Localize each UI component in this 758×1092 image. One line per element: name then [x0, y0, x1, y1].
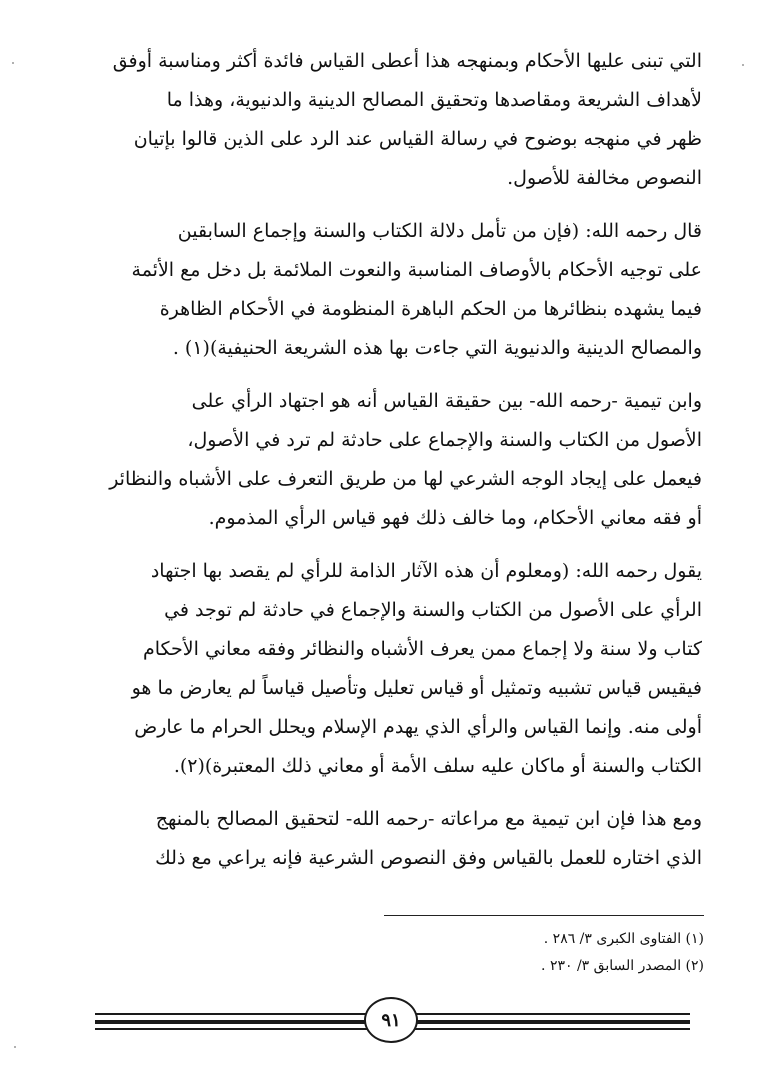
footnote-separator: [384, 915, 704, 916]
footnote: (٢) المصدر السابق ٣/ ٢٣٠ .: [541, 958, 704, 974]
text-line: على توجيه الأحكام بالأوصاف المناسبة والنعوت الملائمة بل دخل مع الأئمة: [131, 259, 702, 281]
scan-speck: [14, 1046, 16, 1048]
text-line: والمصالح الدينية والدنيوية التي جاءت بها هذه الشريعة الحنيفية)(١) .: [172, 337, 702, 359]
body-text: [78, 42, 702, 892]
footnotes: [300, 926, 704, 980]
text-line: الأصول من الكتاب والسنة والإجماع على حادثة لم ترد في الأصول،: [187, 429, 702, 451]
scan-speck: [742, 64, 744, 66]
text-line: قال رحمه الله: (فإن من تأمل دلالة الكتاب والسنة وإجماع السابقين: [177, 220, 702, 242]
text-line: فيما يشهده بنظائرها من الحكم الباهرة المنظومة في الأحكام الظاهرة: [159, 298, 702, 320]
text-line: فيعمل على إيجاد الوجه الشرعي لها من طريق التعرف على الأشباه والنظائر: [109, 468, 702, 490]
text-line: لأهداف الشريعة ومقاصدها وتحقيق المصالح الدينية والدنيوية، وهذا ما: [166, 89, 702, 111]
text-line: التي تبنى عليها الأحكام وبمنهجه هذا أعطى القياس فائدة أكثر ومناسبة أوفق: [112, 50, 702, 72]
text-line: أو فقه معاني الأحكام، وما خالف ذلك فهو قياس الرأي المذموم.: [208, 507, 702, 529]
paragraph: [78, 800, 702, 878]
text-line: ومع هذا فإن ابن تيمية مع مراعاته -رحمه الله- لتحقيق المصالح بالمنهج: [155, 808, 702, 830]
text-line: أولى منه. وإنما القياس والرأي الذي يهدم الإسلام ويحلل الحرام ما عارض: [134, 716, 702, 738]
paragraph: [78, 552, 702, 786]
text-line: النصوص مخالفة للأصول.: [507, 167, 702, 189]
scan-speck: [12, 62, 14, 64]
text-line: يقول رحمه الله: (ومعلوم أن هذه الآثار الذامة للرأي لم يقصد بها اجتهاد: [150, 560, 702, 582]
text-line: كتاب ولا سنة ولا إجماع ممن يعرف الأشباه والنظائر وفقه معاني الأحكام: [143, 638, 702, 660]
footnote: (١) الفتاوى الكبرى ٣/ ٢٨٦ .: [543, 931, 704, 947]
paragraph: [78, 42, 702, 198]
text-line: الرأي على الأصول من الكتاب والسنة والإجماع في حادثة لم توجد في: [164, 599, 702, 621]
text-line: فيقيس قياس تشبيه وتمثيل أو قياس تعليل وتأصيل قياساً لم يعارض ما هو: [131, 677, 702, 699]
paragraph: [78, 212, 702, 368]
page-number: ٩١: [364, 997, 418, 1043]
text-line: الكتاب والسنة أو ماكان عليه سلف الأمة أو معاني ذلك المعتبرة)(٢).: [173, 755, 702, 777]
text-line: ظهر في منهجه بوضوح في رسالة القياس عند الرد على الذين قالوا بإتيان: [133, 128, 702, 150]
paragraph: [78, 382, 702, 538]
text-line: وابن تيمية -رحمه الله- بين حقيقة القياس أنه هو اجتهاد الرأي على: [191, 390, 702, 412]
text-line: الذي اختاره للعمل بالقياس وفق النصوص الشرعية فإنه يراعي مع ذلك: [155, 847, 702, 869]
